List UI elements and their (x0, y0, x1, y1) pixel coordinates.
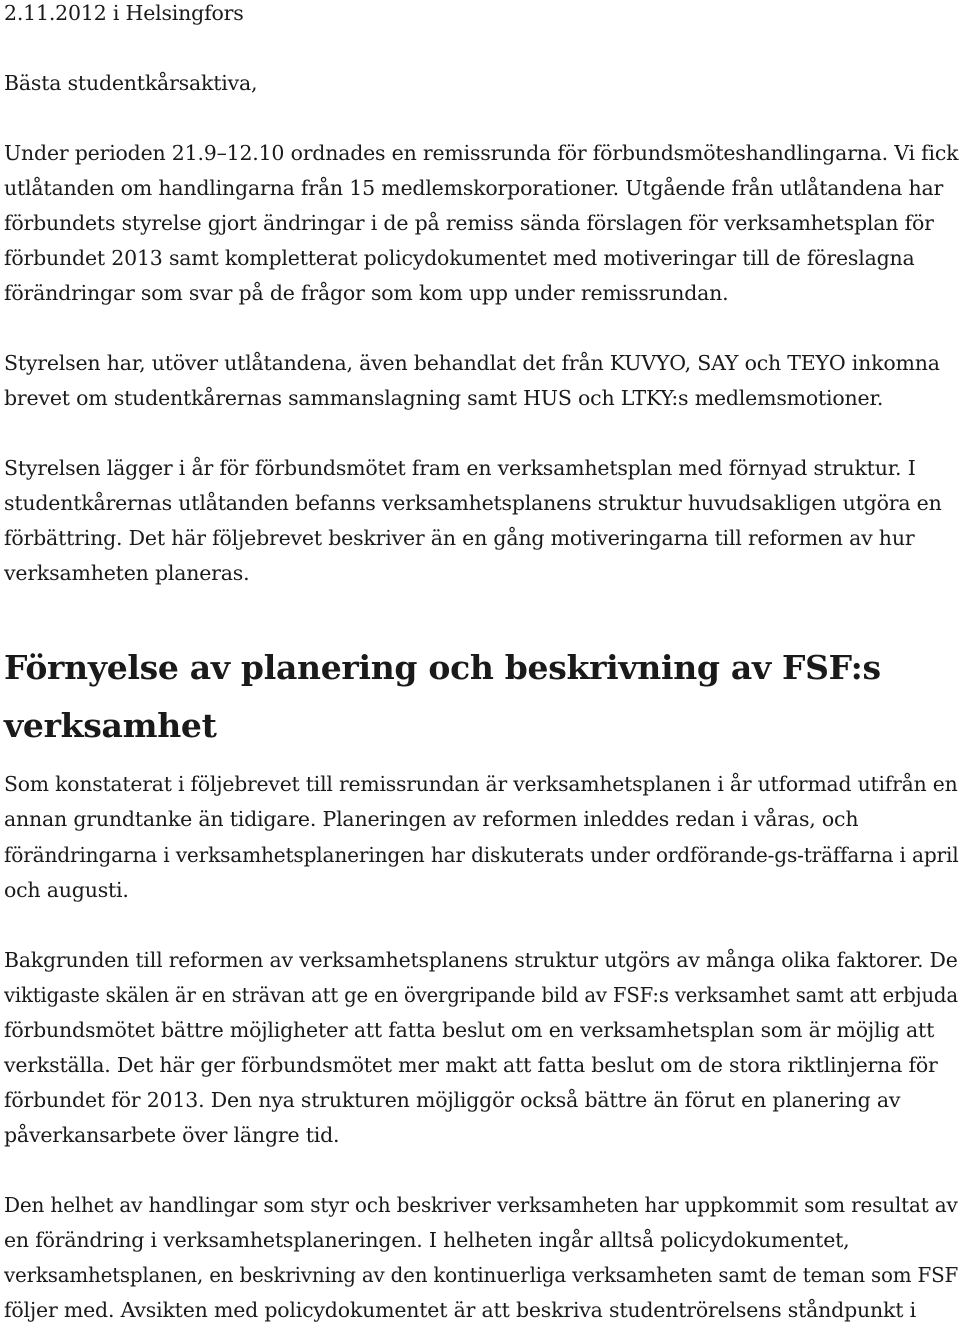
paragraph-line: en förändring i verksamhetsplaneringen. I helheten ingår alltså policydokumentet, (4, 1228, 850, 1252)
paragraph-line: verksamhetsplanen, en beskrivning av den kontinuerliga verksamheten samt de teman som FSF (4, 1263, 959, 1287)
paragraph-line: följer med. Avsikten med policydokumentet är att beskriva studentrörelsens ståndpunkt i (4, 1298, 916, 1322)
paragraph-line: viktigaste skälen är en strävan att ge en övergripande bild av FSF:s verksamhet samt att erbjuda (4, 983, 958, 1007)
paragraph-line: förbundet 2013 samt kompletterat policydokumentet med motiveringar till de föreslagna (4, 246, 915, 270)
paragraph-line: Styrelsen lägger i år för förbundsmötet fram en verksamhetsplan med förnyad struktur. I (4, 456, 916, 480)
paragraph-line: verkställa. Det här ger förbundsmötet mer makt att fatta beslut om de stora riktlinjerna för (4, 1053, 938, 1077)
paragraph-line: Under perioden 21.9–12.10 ordnades en remissrunda för förbundsmöteshandlingarna. Vi fick (4, 141, 959, 165)
paragraph-line: brevet om studentkårernas sammanslagning samt HUS och LTKY:s medlemsmotioner. (4, 386, 884, 410)
paragraph-line: förbundet för 2013. Den nya strukturen möjliggör också bättre än förut en planering av (4, 1088, 901, 1112)
date-line: 2.11.2012 i Helsingfors (4, 1, 244, 25)
paragraph-line: Styrelsen har, utöver utlåtandena, även behandlat det från KUVYO, SAY och TEYO inkomna (4, 351, 940, 375)
paragraph-line: och augusti. (4, 878, 129, 902)
paragraph-line: Den helhet av handlingar som styr och beskriver verksamheten har uppkommit som resultat av (4, 1193, 958, 1217)
heading-line: verksamhet (4, 706, 217, 745)
paragraph-line: förbundsmötet bättre möjligheter att fatta beslut om en verksamhetsplan som är möjlig att (4, 1018, 935, 1042)
paragraph-line: förändringarna i verksamhetsplaneringen har diskuterats under ordförande-gs-träffarna i april (4, 843, 959, 867)
heading-line: Förnyelse av planering och beskrivning av FSF:s (4, 648, 881, 687)
paragraph-line: annan grundtanke än tidigare. Planeringen av reformen inleddes redan i våras, och (4, 807, 859, 831)
paragraph-line: Bakgrunden till reformen av verksamhetsplanens struktur utgörs av många olika faktorer. De (4, 948, 958, 972)
paragraph-line: studentkårernas utlåtanden befanns verksamhetsplanens struktur huvudsakligen utgöra en (4, 491, 942, 515)
paragraph-line: förbundets styrelse gjort ändringar i de på remiss sända förslagen för verksamhetsplan för (4, 211, 934, 235)
paragraph-line: förbättring. Det här följebrevet beskriver än en gång motiveringarna till reformen av hur (4, 526, 915, 550)
greeting: Bästa studentkårsaktiva, (4, 71, 258, 95)
paragraph-line: utlåtanden om handlingarna från 15 medlemskorporationer. Utgående från utlåtandena har (4, 176, 944, 200)
paragraph-line: förändringar som svar på de frågor som kom upp under remissrundan. (4, 281, 729, 305)
paragraph-line: påverkansarbete över längre tid. (4, 1123, 340, 1147)
paragraph-line: Som konstaterat i följebrevet till remissrundan är verksamhetsplanen i år utformad utifrån en (4, 772, 958, 796)
paragraph-line: verksamheten planeras. (4, 561, 250, 585)
